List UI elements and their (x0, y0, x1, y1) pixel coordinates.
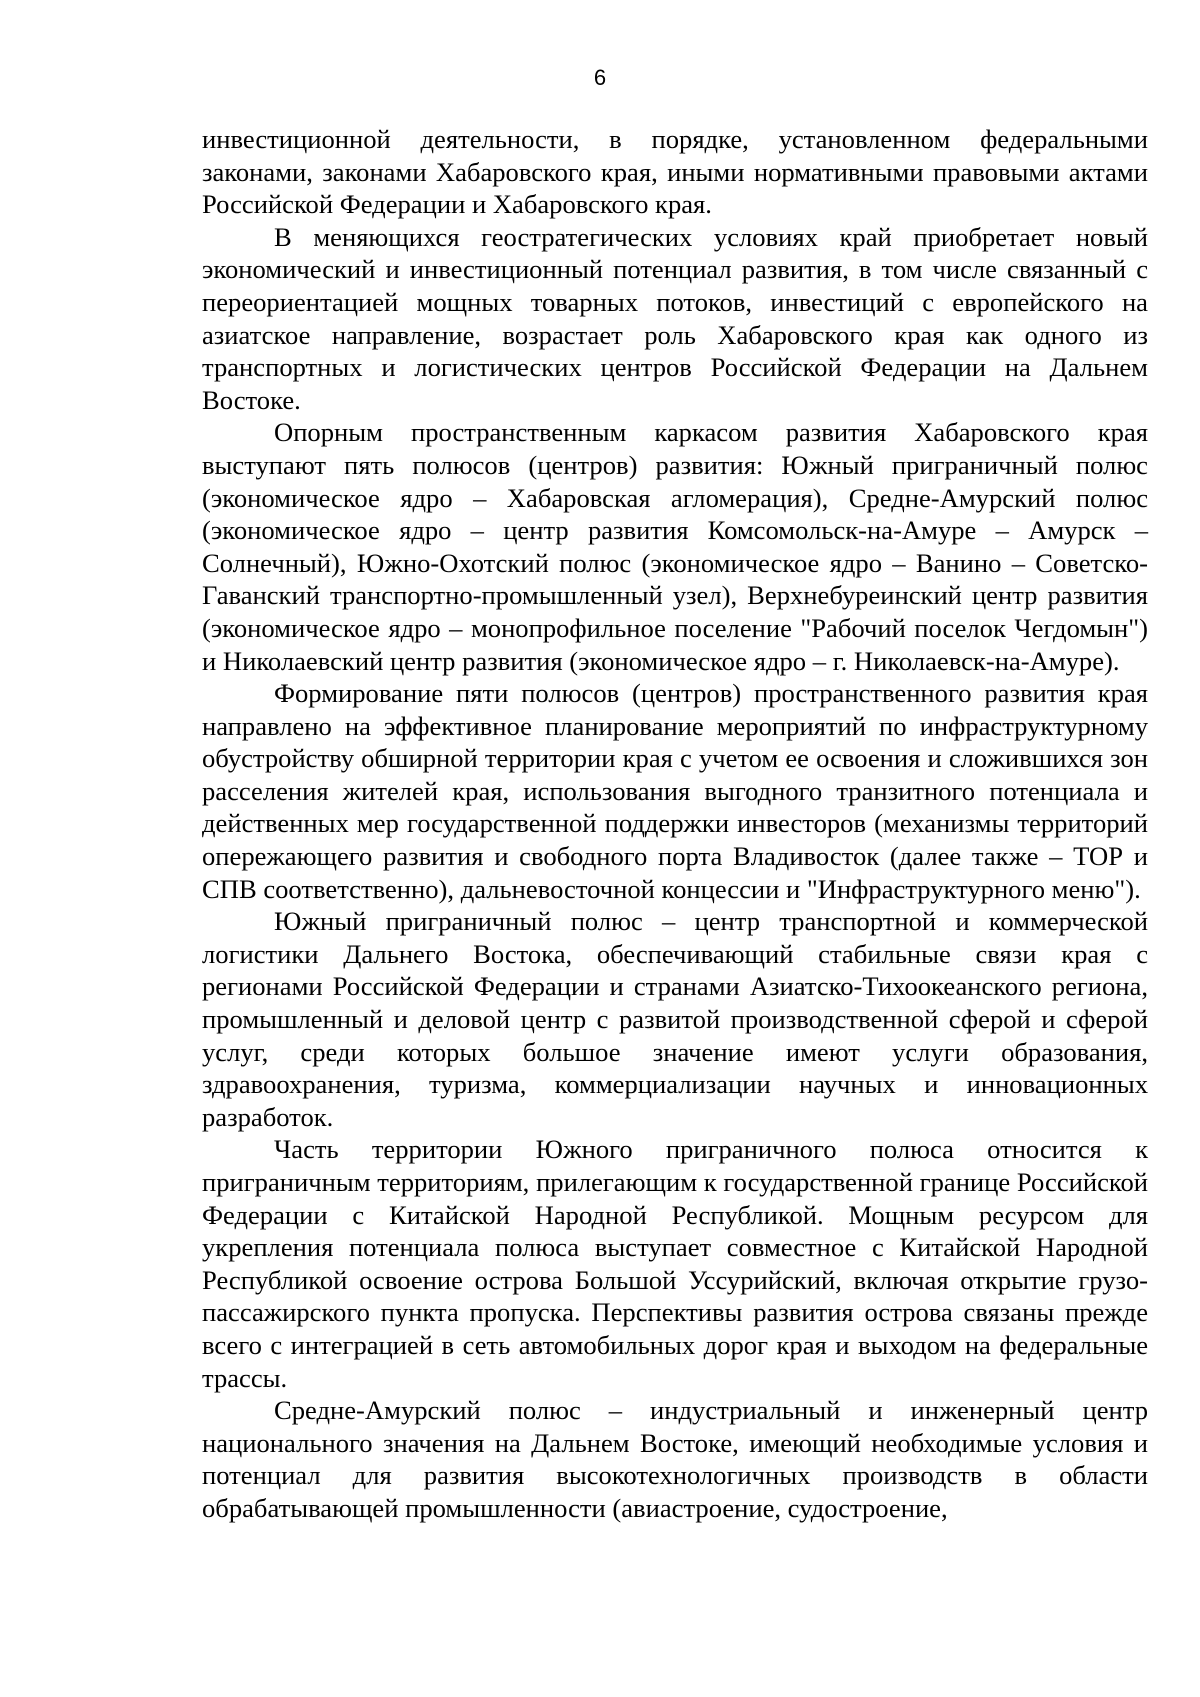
page-number: 6 (593, 65, 607, 90)
document-body (202, 123, 1148, 1525)
paragraph-spatial-framework: Опорным пространственным каркасом развития Хабаровского края выступают пять полюсов (центров) развития: Южный приграничный полюс (экономическое ядро – Хабаровская агломерация), Средне-Амурский полюс (экономическое ядро – центр развития Комсомольск-на-Амуре – Амурск – Солнечный), Южно-Охотский полюс (экономическое ядро – Ванино – Советско-Гаванский транспортно-промышленный узел), Верхнебуреинский центр развития (экономическое ядро – монопрофильное поселение "Рабочий поселок Чегдомын") и Николаевский центр развития (экономическое ядро – г. Николаевск-на-Амуре). (202, 417, 1148, 676)
paragraph-continuation: инвестиционной деятельности, в порядке, установленном федеральными законами, законами Хабаровского края, иными нормативными правовыми актами Российской Федерации и Хабаровского края. (202, 124, 1148, 220)
paragraph-five-poles-formation: Формирование пяти полюсов (центров) пространственного развития края направлено на эффективное планирование мероприятий по инфраструктурному обустройству обширной территории края с учетом ее освоения и сложившихся зон расселения жителей края, использования выгодного транзитного потенциала и действенных мер государственной поддержки инвесторов (механизмы территорий опережающего развития и свободного порта Владивосток (далее также – ТОР и СПВ соответственно), дальневосточной концессии и "Инфраструктурного меню"). (202, 678, 1148, 904)
paragraph-geostrategic-conditions: В меняющихся геостратегических условиях край приобретает новый экономический и инвестиционный потенциал развития, в том числе связанный с переориентацией мощных товарных потоков, инвестиций с европейского на азиатское направление, возрастает роль Хабаровского края как одного из транспортных и логистических центров Российской Федерации на Дальнем Востоке. (202, 221, 1148, 415)
paragraph-middle-amur-pole: Средне-Амурский полюс – индустриальный и инженерный центр национального значения на Дальнем Востоке, имеющий необходимые условия и потенциал для развития высокотехнологичных производств в области обрабатывающей промышленности (авиастроение, судостроение, (202, 1395, 1148, 1523)
paragraph-southern-border-pole: Южный приграничный полюс – центр транспортной и коммерческой логистики Дальнего Востока, обеспечивающий стабильные связи края с регионами Российской Федерации и странами Азиатско-Тихоокеанского региона, промышленный и деловой центр с развитой производственной сферой и сферой услуг, среди которых большое значение имеют услуги образования, здравоохранения, туризма, коммерциализации научных и инновационных разработок. (202, 906, 1148, 1132)
paragraph-border-territories: Часть территории Южного приграничного полюса относится к приграничным территориям, прилегающим к государственной границе Российской Федерации с Китайской Народной Республикой. Мощным ресурсом для укрепления потенциала полюса выступает совместное с Китайской Народной Республикой освоение острова Большой Уссурийский, включая открытие грузо-пассажирского пункта пропуска. Перспективы развития острова связаны прежде всего с интеграцией в сеть автомобильных дорог края и выходом на федеральные трассы. (202, 1134, 1148, 1393)
